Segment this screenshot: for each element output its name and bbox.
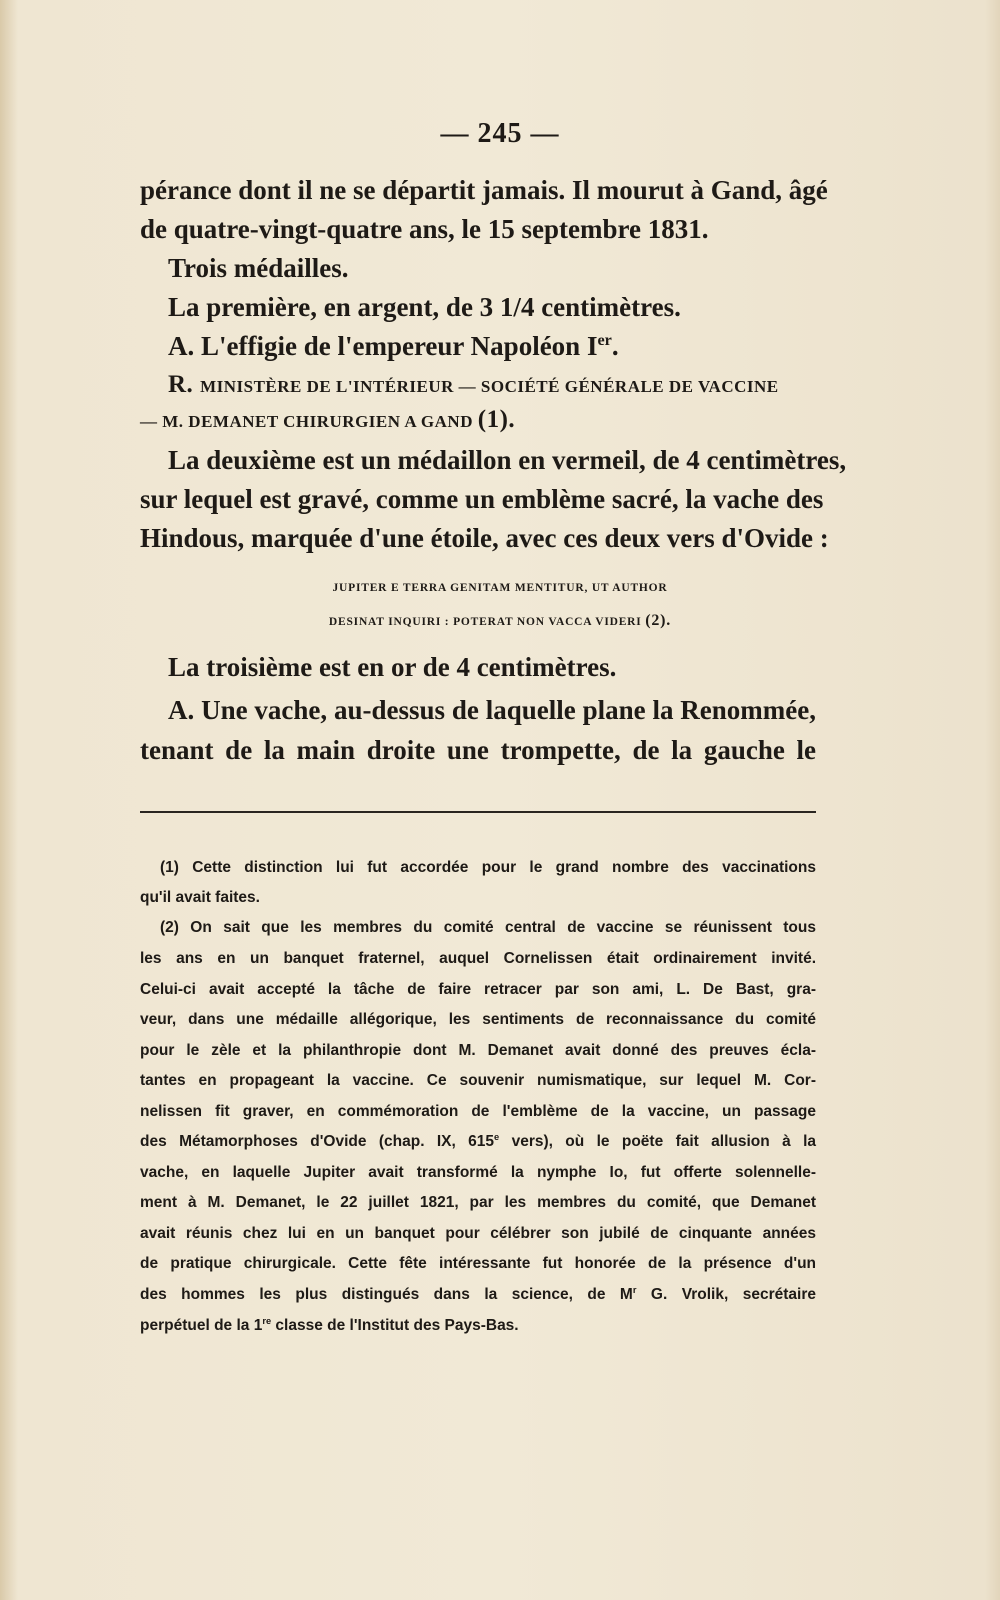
- period: .: [508, 406, 516, 433]
- period: .: [611, 331, 619, 361]
- effigy-text: A. L'effigie de l'empereur Napoléon I: [168, 331, 598, 361]
- footnote-line: de pratique chirurgicale. Cette fête intéressante fut honorée de la présence d'un: [140, 1255, 816, 1272]
- footnote-line: [140, 1132, 816, 1152]
- footnote-text: classe de l'Institut des Pays-Bas.: [271, 1317, 519, 1334]
- footnote-line: (1) Cette distinction lui fut accordée pour le grand nombre des vaccinations: [160, 859, 816, 876]
- footnote-ref: (2).: [645, 612, 672, 629]
- text-line: Trois médailles.: [168, 253, 349, 283]
- superscript: re: [262, 1315, 272, 1326]
- text-line: La première, en argent, de 3 1/4 centimètres.: [168, 292, 681, 322]
- footnote-line: nelissen fit graver, en commémoration de l'emblème de la vaccine, un passage: [140, 1103, 816, 1120]
- footnote-ref: (1): [477, 406, 509, 433]
- footnote-line: tantes en propageant la vaccine. Ce souvenir numismatique, sur lequel M. Cor-: [140, 1072, 816, 1089]
- footnote-line: vache, en laquelle Jupiter avait transformé la nymphe Io, fut offerte solennelle-: [140, 1164, 816, 1181]
- text-line: de quatre-vingt-quatre ans, le 15 septembre 1831.: [140, 214, 709, 244]
- reverse-marker: R.: [168, 371, 201, 398]
- superscript: r: [632, 1284, 637, 1295]
- text-line: La troisième est en or de 4 centimètres.: [168, 652, 617, 682]
- inscription-text: MINISTÈRE DE L'INTÉRIEUR — SOCIÉTÉ GÉNÉRALE DE VACCINE: [200, 377, 779, 396]
- footnote-line: Celui-ci avait accepté la tâche de faire retracer par son ami, L. De Bast, gra-: [140, 981, 816, 998]
- footnote-text: vers), où le poëte fait allusion à la: [499, 1133, 816, 1150]
- text-line: Hindous, marquée d'une étoile, avec ces deux vers d'Ovide :: [140, 523, 829, 553]
- footnote-line: pour le zèle et la philanthropie dont M. Demanet avait donné des preuves écla-: [140, 1042, 816, 1059]
- superscript: e: [494, 1131, 500, 1142]
- text-line: La deuxième est un médaillon en vermeil, de 4 centimètres,: [168, 445, 847, 475]
- text-line: sur lequel est gravé, comme un emblème sacré, la vache des: [140, 484, 824, 514]
- verse-line: JUPITER E TERRA GENITAM MENTITUR, UT AUTHOR: [332, 582, 668, 594]
- page-number: — 245 —: [440, 118, 560, 149]
- footnote-text: des Métamorphoses d'Ovide (chap. IX, 615: [140, 1133, 495, 1150]
- footnote-line: veur, dans une médaille allégorique, les sentiments de reconnaissance du comité: [140, 1011, 816, 1028]
- superscript: er: [597, 331, 612, 349]
- text-line: pérance dont il ne se départit jamais. Il mourut à Gand, âgé: [140, 175, 828, 205]
- footnote-text: des hommes les plus distingués dans la science, de M: [140, 1286, 633, 1303]
- verse-line: [0, 612, 1000, 630]
- footnote-line: [140, 1285, 816, 1305]
- footnote-text: G. Vrolik, secrétaire: [636, 1286, 817, 1303]
- footnote-line: avait réunis chez lui en un banquet pour célébrer son jubilé de cinquante années: [140, 1225, 816, 1242]
- footnote-text: perpétuel de la 1: [140, 1317, 263, 1334]
- text-line: tenant de la main droite une trompette, de la gauche le: [140, 735, 816, 765]
- text-line: [168, 330, 816, 362]
- footnote-line: qu'il avait faites.: [140, 889, 260, 906]
- text-line: [168, 369, 816, 403]
- footnote-line: [140, 1316, 816, 1336]
- footnote-separator: [140, 811, 816, 813]
- footnote-line: ment à M. Demanet, le 22 juillet 1821, par les membres du comité, que Demanet: [140, 1194, 816, 1211]
- verse-text: DESINAT INQUIRI : POTERAT NON VACCA VIDERI: [328, 616, 646, 628]
- inscription-text: — M. DEMANET CHIRURGIEN A GAND: [140, 412, 478, 431]
- footnote-line: les ans en un banquet fraternel, auquel Cornelissen était ordinairement invité.: [140, 950, 816, 967]
- text-line: A. Une vache, au-dessus de laquelle plane la Renommée,: [168, 695, 816, 725]
- text-line: [140, 404, 816, 438]
- footnote-line: (2) On sait que les membres du comité central de vaccine se réunissent tous: [160, 919, 816, 936]
